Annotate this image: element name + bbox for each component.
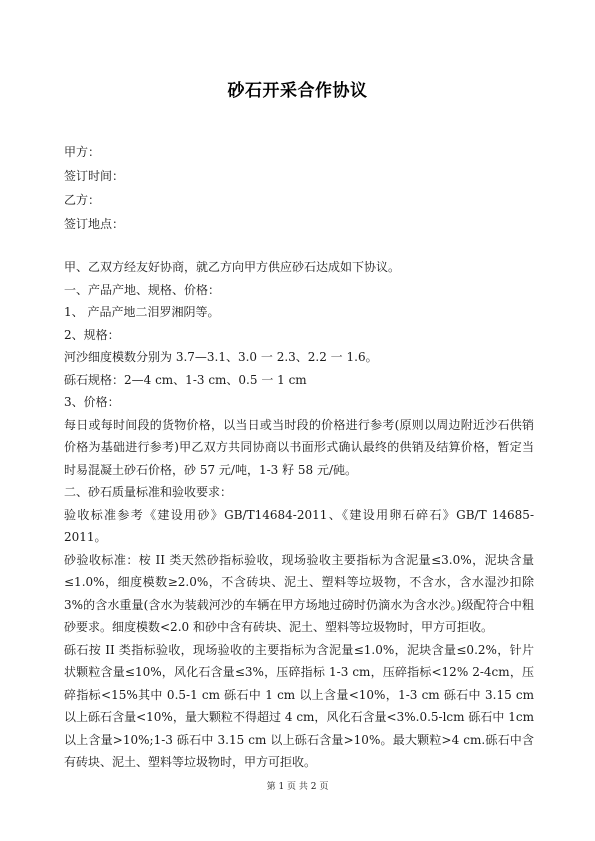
agreement-body	[64, 256, 534, 774]
section-heading-quality: 二、砂石质量标准和验收要求：	[64, 485, 233, 499]
gravel-spec-paragraph: 砾石规格：2—4 cm、1-3 cm、0.5 一 1 cm	[64, 372, 307, 387]
page-number: 第 1 页 共 2 页	[266, 782, 329, 792]
sand-acceptance-paragraph: 砂验收标准：桉 II 类天然砂指标验收，现场验收主要指标为含泥量≤3.0%，泥块含量≤1.0%，细度模数≥2.0%，不含砖块、泥土、塑料等垃圾物，不含水，含水湿沙扣除 3%的含水重量(含水为装载河沙的车辆在甲方场地过磅时仍滴水为含水沙。)级配符合中粗砂要求。细度模数<2.0 和砂中含有砖块、泥土、塑料等垃圾物时，甲方可拒收。	[64, 552, 534, 634]
party-a-field: 甲方：	[64, 145, 101, 159]
party-info-block	[0, 140, 595, 236]
price-paragraph: 每日或每时间段的货物价格，以当日或当时段的价格进行参考(原则以周边附近沙石供销价格为基础进行参考)甲乙双方共同协商以书面形式确认最终的供销及结算价格，暂定当时易混凝土砂石价格，砂 57 元/吨，1-3 籽 58 元/砘。	[64, 417, 534, 477]
price-heading: 3、价格：	[64, 395, 120, 409]
standard-reference-paragraph: 验收标准参考《建设用砂》GB/T14684-2011、《建设用卵石碎石》GB/T 14685-2011。	[64, 507, 534, 544]
sand-spec-paragraph: 河沙细度模数分别为 3.7—3.1、3.0 一 2.3、2.2 一 1.6。	[64, 350, 378, 364]
section-heading-product: 一、产品产地、规格、价格：	[64, 282, 221, 297]
origin-paragraph: 1、 产品产地二泪罗湘阴等。	[64, 305, 220, 319]
gravel-acceptance-paragraph: 砾石按 II 类指标验收，现场验收的主要指标为含泥量≤1.0%，泥块含量≤0.2%，针片状颗粒含量≤10%，风化石含量≤3%，压碎指标 1-3 cm，压碎指标<12% 2-4cm，压碎指标<15%其中 0.5-1 cm 砾石中 1 cm 以上含量<10%，1-3 cm 砾石中 3.15 cm 以上砾石含量<10%，量大颗粒不得超过 4 cm，风化石含量<3%.0.5-lcm 砾石中 1cm 以上含量>10%;1-3 砾石中 3.15 cm 以上砾石含量>10%。最大颗粒>4 cm.砾石中含有砖块、泥土、塑料等垃圾物时，甲方可拒收。	[64, 642, 534, 769]
signing-place-field: 签订地点：	[64, 217, 125, 231]
signing-time-field: 签订时间：	[64, 169, 125, 183]
document-title: 砂石开采合作协议	[227, 81, 368, 101]
spec-heading: 2、规格：	[64, 327, 120, 342]
intro-paragraph: 甲、乙双方经友好协商，就乙方向甲方供应砂石达成如下协议。	[64, 260, 401, 274]
party-b-field: 乙方：	[64, 193, 101, 207]
